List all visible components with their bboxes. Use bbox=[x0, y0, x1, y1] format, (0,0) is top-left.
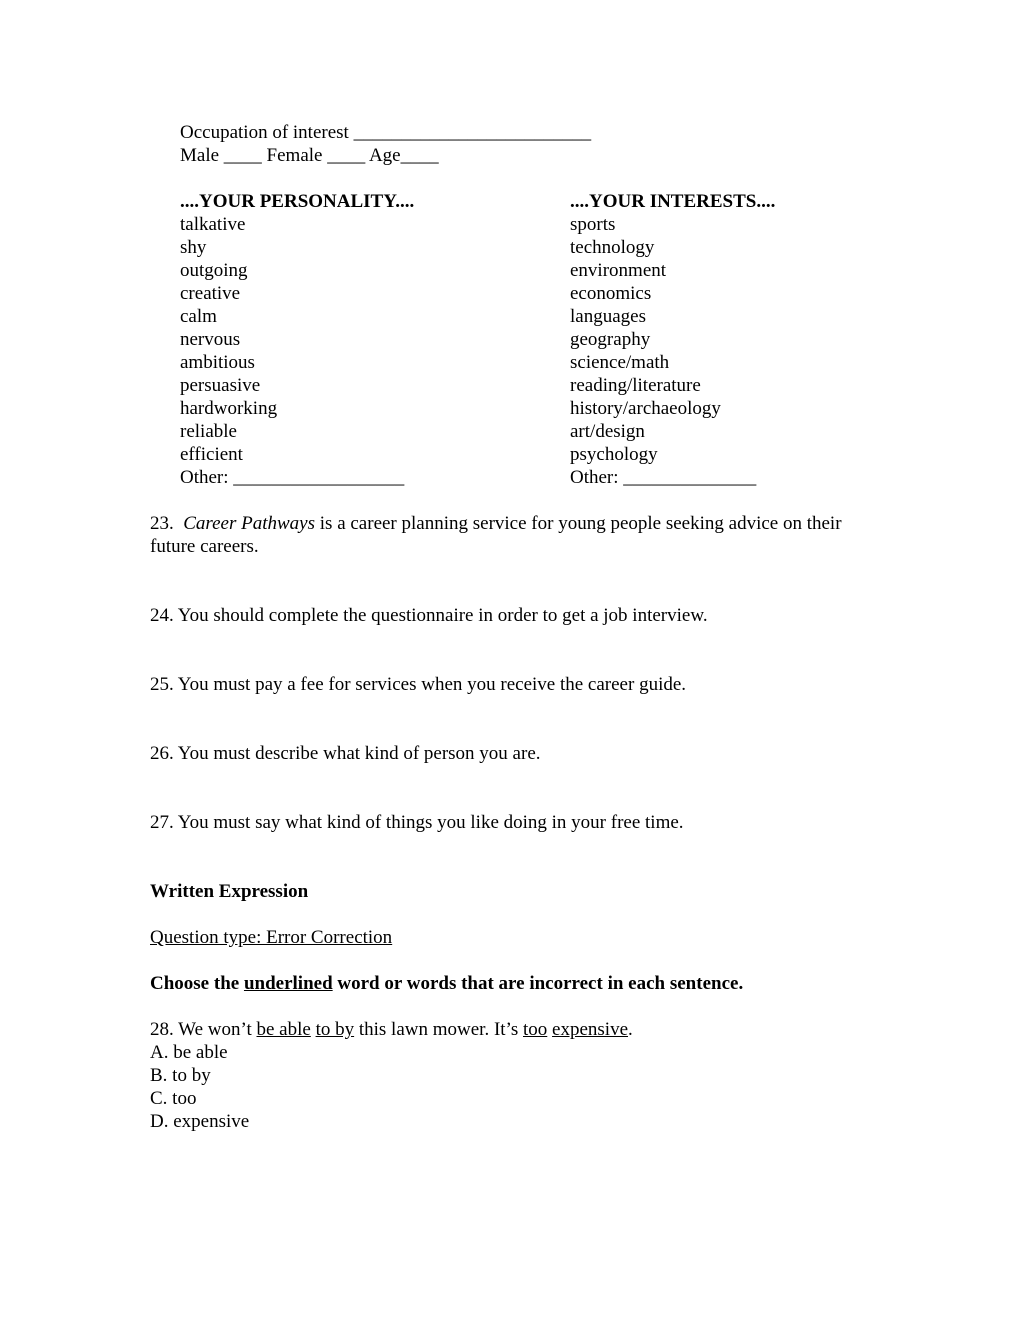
female-label: Female bbox=[266, 145, 323, 166]
personality-other-label: Other: bbox=[180, 467, 229, 488]
interest-item: reading/literature bbox=[570, 375, 701, 396]
male-label: Male bbox=[180, 145, 220, 166]
q28-underlined-3: too bbox=[523, 1019, 548, 1040]
instruction-post: word or words that are incorrect in each sentence. bbox=[337, 973, 744, 994]
interest-item: psychology bbox=[570, 444, 658, 465]
age-label: Age bbox=[368, 145, 401, 166]
statement-25: 25. You must pay a fee for services when you receive the career guide. bbox=[150, 674, 687, 695]
personality-item: reliable bbox=[180, 421, 237, 442]
personality-item: persuasive bbox=[180, 375, 261, 396]
answer-option-d[interactable]: D. expensive bbox=[150, 1111, 250, 1132]
personality-item: efficient bbox=[180, 444, 243, 465]
interests-other bbox=[570, 466, 775, 489]
interest-item: history/archaeology bbox=[570, 398, 721, 419]
statement-24: 24. You should complete the questionnaire in order to get a job interview. bbox=[150, 605, 708, 626]
q28-underlined-4: expensive bbox=[552, 1019, 629, 1040]
interests-other-blank[interactable]: ______________ bbox=[623, 467, 757, 488]
male-blank[interactable]: ____ bbox=[223, 145, 262, 166]
gender-age-line bbox=[180, 144, 439, 167]
interest-item: geography bbox=[570, 329, 651, 350]
statement-26: 26. You must describe what kind of person you are. bbox=[150, 743, 541, 764]
personality-column bbox=[180, 190, 414, 489]
personality-item: outgoing bbox=[180, 260, 248, 281]
personality-item: ambitious bbox=[180, 352, 255, 373]
interest-item: languages bbox=[570, 306, 646, 327]
personality-other bbox=[180, 466, 414, 489]
question-28 bbox=[150, 1018, 633, 1041]
interests-other-label: Other: bbox=[570, 467, 619, 488]
personality-item: shy bbox=[180, 237, 207, 258]
personality-item: calm bbox=[180, 306, 217, 327]
q28-options bbox=[150, 1041, 249, 1133]
instruction-underlined: underlined bbox=[243, 973, 333, 994]
answer-option-b[interactable]: B. to by bbox=[150, 1065, 211, 1086]
interests-heading: ....YOUR INTERESTS.... bbox=[570, 191, 776, 212]
personality-other-blank[interactable]: __________________ bbox=[233, 467, 405, 488]
interest-item: art/design bbox=[570, 421, 645, 442]
personality-item: creative bbox=[180, 283, 241, 304]
q28-underlined-1: be able bbox=[256, 1019, 311, 1040]
statement-23-text: is a career planning service for young people seeking advice on their future careers. bbox=[150, 513, 842, 557]
instruction bbox=[150, 972, 743, 995]
interest-item: science/math bbox=[570, 352, 670, 373]
age-blank[interactable]: ____ bbox=[400, 145, 439, 166]
female-blank[interactable]: ____ bbox=[327, 145, 366, 166]
answer-option-a[interactable]: A. be able bbox=[150, 1042, 228, 1063]
q28-prefix: 28. We won’t bbox=[150, 1019, 252, 1040]
q28-end: . bbox=[628, 1019, 633, 1040]
interest-item: economics bbox=[570, 283, 652, 304]
personality-item: nervous bbox=[180, 329, 241, 350]
section-heading: Written Expression bbox=[150, 881, 309, 902]
answer-option-c[interactable]: C. too bbox=[150, 1088, 197, 1109]
instruction-pre: Choose the bbox=[150, 973, 240, 994]
interest-item: sports bbox=[570, 214, 616, 235]
interest-item: technology bbox=[570, 237, 655, 258]
question-type: Question type: Error Correction bbox=[150, 927, 393, 948]
interests-column bbox=[570, 190, 775, 489]
statement-23 bbox=[150, 512, 850, 558]
q28-middle: this lawn mower. It’s bbox=[358, 1019, 519, 1040]
statement-23-title: Career Pathways bbox=[183, 513, 316, 534]
occupation-line bbox=[180, 121, 591, 144]
q28-underlined-2: to by bbox=[315, 1019, 355, 1040]
occupation-blank[interactable]: _________________________ bbox=[353, 122, 592, 143]
interest-item: environment bbox=[570, 260, 667, 281]
statement-23-number: 23. bbox=[150, 513, 174, 534]
personality-item: talkative bbox=[180, 214, 246, 235]
personality-item: hardworking bbox=[180, 398, 278, 419]
occupation-label: Occupation of interest bbox=[180, 122, 349, 143]
statement-27: 27. You must say what kind of things you like doing in your free time. bbox=[150, 812, 684, 833]
personality-heading: ....YOUR PERSONALITY.... bbox=[180, 191, 415, 212]
